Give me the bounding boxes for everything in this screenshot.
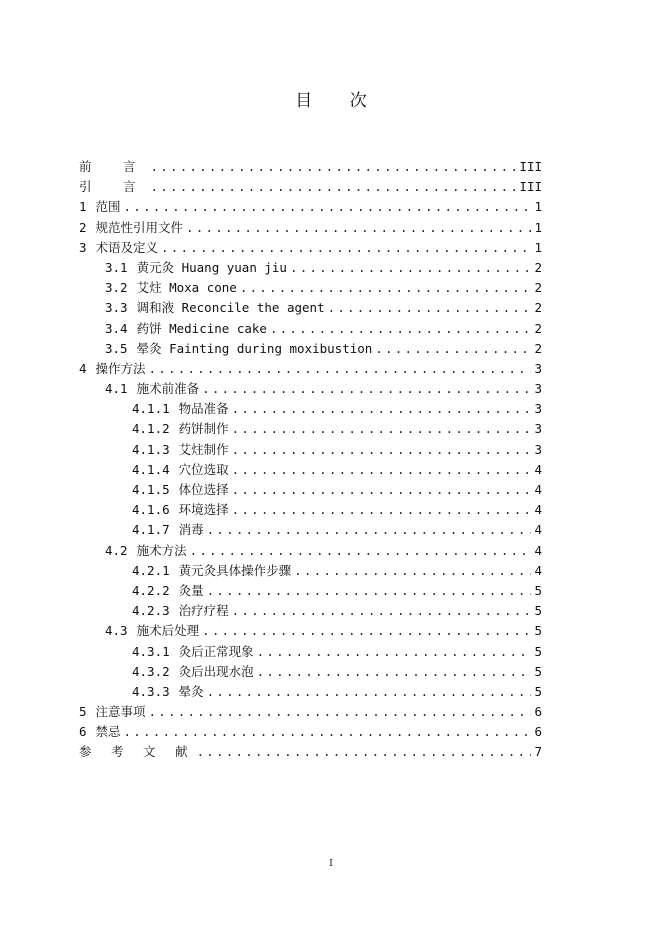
toc-dot-leader bbox=[294, 561, 531, 581]
toc-entry-number: 4.1.1 bbox=[132, 401, 170, 417]
toc-entry-number: 4.3 bbox=[105, 623, 128, 639]
toc-dot-leader bbox=[186, 218, 531, 238]
toc-entry[interactable] bbox=[79, 682, 542, 702]
toc-entry-number: 4.1 bbox=[105, 381, 128, 397]
toc-entry[interactable] bbox=[79, 742, 542, 762]
toc-entry-label: 规范性引用文件 bbox=[95, 219, 184, 235]
toc-entry[interactable] bbox=[79, 359, 542, 379]
toc-dot-leader bbox=[232, 500, 532, 520]
toc-entry-label: 范围 bbox=[95, 199, 121, 215]
footer-page-number: I bbox=[329, 859, 333, 869]
toc-entry-page: 2 bbox=[534, 300, 542, 316]
toc-entry-page: 5 bbox=[534, 603, 542, 619]
toc-dot-leader bbox=[232, 480, 532, 500]
toc-entry-label: 注意事项 bbox=[95, 704, 146, 720]
toc-entry-page: 6 bbox=[534, 724, 542, 740]
toc-dot-leader bbox=[290, 258, 532, 278]
toc-dot-leader bbox=[124, 197, 532, 217]
toc-entry-label: 参 考 文 献 bbox=[79, 744, 194, 760]
toc-entry-page: 2 bbox=[534, 320, 542, 336]
toc-entry-page: 4 bbox=[534, 482, 542, 497]
toc-entry[interactable] bbox=[79, 581, 542, 601]
toc-entry-page: 4 bbox=[534, 522, 542, 538]
toc-entry-label: 施术方法 bbox=[136, 542, 187, 558]
toc-entry-label: 消毒 bbox=[178, 522, 204, 538]
toc-entry-page: 5 bbox=[534, 683, 542, 699]
toc-dot-leader bbox=[124, 722, 532, 742]
toc-entry-page: 4 bbox=[534, 562, 542, 578]
toc-entry-page: 2 bbox=[534, 280, 542, 296]
toc-entry-page: 3 bbox=[534, 441, 542, 457]
toc-entry-number: 4.2.2 bbox=[132, 582, 170, 598]
toc-entry-label: 灸后出现水泡 bbox=[178, 663, 254, 679]
toc-entry-number: 4.1.7 bbox=[132, 522, 170, 538]
toc-entry-label: 药饼 Medicine cake bbox=[136, 320, 267, 336]
toc-entry-page: 6 bbox=[534, 704, 542, 720]
toc-entry[interactable] bbox=[79, 440, 542, 460]
toc-dot-leader bbox=[232, 440, 532, 460]
toc-entry-number: 4.2 bbox=[105, 542, 128, 558]
toc-dot-leader bbox=[149, 702, 532, 722]
toc-dot-leader bbox=[232, 460, 532, 480]
toc-entry[interactable] bbox=[79, 258, 542, 278]
toc-dot-leader bbox=[232, 601, 532, 621]
toc-entry-page: III bbox=[519, 159, 542, 174]
toc-entry-label: 艾炷制作 bbox=[178, 441, 229, 457]
toc-entry[interactable] bbox=[79, 561, 542, 581]
toc-dot-leader bbox=[257, 662, 532, 682]
toc-dot-leader bbox=[207, 520, 532, 540]
toc-entry[interactable] bbox=[79, 419, 542, 439]
toc-entry-label: 操作方法 bbox=[95, 360, 146, 376]
toc-entry-page: 5 bbox=[534, 582, 542, 598]
toc-dot-leader bbox=[375, 339, 531, 359]
toc-entry-label: 施术前准备 bbox=[136, 381, 200, 397]
toc-entry-page: 5 bbox=[534, 663, 542, 679]
toc-entry-number: 3.3 bbox=[105, 300, 128, 316]
toc-entry-label: 穴位选取 bbox=[178, 461, 229, 477]
toc-entry-page: 1 bbox=[534, 239, 542, 255]
toc-entry-page: III bbox=[519, 179, 542, 195]
toc-dot-leader bbox=[190, 541, 532, 561]
toc-entry-number: 4 bbox=[79, 360, 87, 376]
toc-entry[interactable] bbox=[79, 662, 542, 682]
toc-entry-page: 2 bbox=[534, 259, 542, 275]
toc-entry-page: 3 bbox=[534, 421, 542, 437]
toc-entry-page: 7 bbox=[534, 744, 542, 760]
toc-entry-number: 4.3.1 bbox=[132, 643, 170, 659]
toc-entry[interactable] bbox=[79, 621, 542, 641]
toc-entry[interactable] bbox=[79, 520, 542, 540]
toc-entry[interactable] bbox=[79, 157, 542, 177]
toc-entry-label: 体位选择 bbox=[178, 482, 229, 497]
toc-entry[interactable] bbox=[79, 298, 542, 318]
toc-entry[interactable] bbox=[79, 500, 542, 520]
toc-entry-label: 物品准备 bbox=[178, 401, 229, 417]
toc-entry[interactable] bbox=[79, 541, 542, 561]
toc-entry-number: 4.2.3 bbox=[132, 603, 170, 619]
toc-entry[interactable] bbox=[79, 379, 542, 399]
toc-entry[interactable] bbox=[79, 601, 542, 621]
toc-dot-leader bbox=[151, 177, 517, 197]
toc-entry[interactable] bbox=[79, 238, 542, 258]
toc-entry[interactable] bbox=[79, 702, 542, 722]
toc-entry-label: 施术后处理 bbox=[136, 623, 200, 639]
toc-entry-label: 晕灸 Fainting during moxibustion bbox=[136, 340, 373, 356]
toc-entry-label: 灸后正常现象 bbox=[178, 643, 254, 659]
toc-dot-leader bbox=[207, 581, 532, 601]
toc-entry-number: 3.4 bbox=[105, 320, 128, 336]
toc-entry-label: 环境选择 bbox=[178, 502, 229, 518]
toc-entry-number: 4.1.2 bbox=[132, 421, 170, 437]
toc-entry-label: 黄元灸具体操作步骤 bbox=[178, 562, 292, 578]
toc-entry[interactable] bbox=[79, 399, 542, 419]
toc-entry-page: 5 bbox=[534, 623, 542, 639]
toc-entry-page: 5 bbox=[534, 643, 542, 659]
toc-entry-label: 调和液 Reconcile the agent bbox=[136, 300, 325, 316]
toc-dot-leader bbox=[149, 359, 532, 379]
toc-entry-number: 3.5 bbox=[105, 340, 128, 356]
toc-entry-label: 治疗疗程 bbox=[178, 603, 229, 619]
toc-entry-label: 黄元灸 Huang yuan jiu bbox=[136, 259, 287, 275]
toc-dot-leader bbox=[240, 278, 532, 298]
toc-entry-number: 2 bbox=[79, 219, 87, 235]
toc-dot-leader bbox=[202, 621, 531, 641]
toc-entry-label: 晕灸 bbox=[178, 683, 204, 699]
toc-entry-number: 4.1.4 bbox=[132, 461, 170, 477]
toc-entry[interactable] bbox=[79, 177, 542, 197]
toc-dot-leader bbox=[232, 399, 532, 419]
toc-entry-label: 术语及定义 bbox=[95, 239, 159, 255]
toc-entry-number: 4.2.1 bbox=[132, 562, 170, 578]
table-of-contents bbox=[79, 157, 542, 763]
toc-entry[interactable] bbox=[79, 480, 542, 500]
toc-dot-leader bbox=[232, 419, 532, 439]
toc-entry-label: 艾炷 Moxa cone bbox=[136, 280, 237, 296]
toc-dot-leader bbox=[328, 298, 532, 318]
toc-entry-page: 4 bbox=[534, 461, 542, 477]
toc-entry-number: 3 bbox=[79, 239, 87, 255]
toc-entry-number: 1 bbox=[79, 199, 87, 215]
toc-entry-number: 6 bbox=[79, 724, 87, 740]
toc-entry-label: 禁忌 bbox=[95, 724, 121, 740]
toc-entry[interactable] bbox=[79, 722, 542, 742]
toc-dot-leader bbox=[197, 742, 532, 762]
toc-entry-page: 2 bbox=[534, 340, 542, 356]
toc-entry-number: 4.1.5 bbox=[132, 482, 170, 497]
toc-entry[interactable] bbox=[79, 278, 542, 298]
toc-entry-label: 引 言 bbox=[79, 179, 148, 195]
toc-entry-page: 4 bbox=[534, 542, 542, 558]
toc-entry-page: 1 bbox=[534, 199, 542, 215]
toc-entry-label: 灸量 bbox=[178, 582, 204, 598]
page-title: 目 次 bbox=[295, 91, 383, 111]
toc-dot-leader bbox=[151, 157, 517, 177]
toc-entry-label: 前 言 bbox=[79, 159, 148, 174]
toc-entry-label: 药饼制作 bbox=[178, 421, 229, 437]
toc-entry-page: 4 bbox=[534, 502, 542, 518]
toc-entry-number: 4.3.2 bbox=[132, 663, 170, 679]
toc-entry[interactable] bbox=[79, 319, 542, 339]
toc-entry-number: 4.1.3 bbox=[132, 441, 170, 457]
toc-dot-leader bbox=[257, 642, 532, 662]
toc-dot-leader bbox=[270, 319, 532, 339]
toc-entry-number: 3.2 bbox=[105, 280, 128, 296]
toc-entry-number: 4.3.3 bbox=[132, 683, 170, 699]
toc-entry[interactable] bbox=[79, 218, 542, 238]
toc-entry-page: 3 bbox=[534, 401, 542, 417]
toc-entry-page: 3 bbox=[534, 381, 542, 397]
toc-entry-page: 3 bbox=[534, 360, 542, 376]
toc-dot-leader bbox=[207, 682, 532, 702]
toc-entry[interactable] bbox=[79, 642, 542, 662]
toc-entry[interactable] bbox=[79, 339, 542, 359]
toc-entry-number: 5 bbox=[79, 704, 87, 720]
toc-entry[interactable] bbox=[79, 197, 542, 217]
toc-entry-number: 3.1 bbox=[105, 259, 128, 275]
toc-entry-number: 4.1.6 bbox=[132, 502, 170, 518]
toc-dot-leader bbox=[202, 379, 531, 399]
toc-entry[interactable] bbox=[79, 460, 542, 480]
toc-dot-leader bbox=[161, 238, 531, 258]
toc-entry-page: 1 bbox=[534, 219, 542, 235]
